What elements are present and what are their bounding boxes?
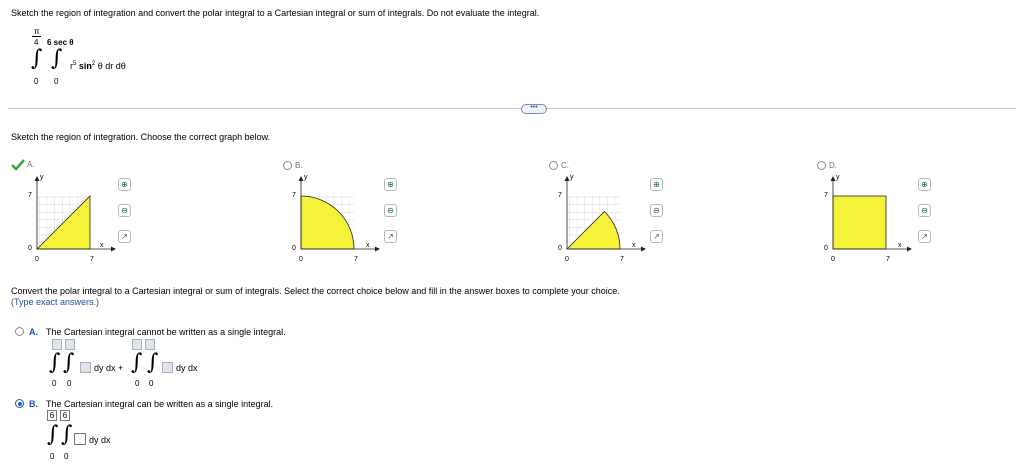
popout-icon[interactable]: ↗ (384, 230, 397, 243)
option-letter: A. (27, 160, 35, 169)
convert-prompt: Convert the polar integral to a Cartesian integral or sum of integrals. Select the correct choice below and fill in the answer boxes to complete your choice. (11, 286, 620, 296)
graph-a-plot (24, 174, 124, 264)
popout-icon[interactable]: ↗ (650, 230, 663, 243)
graph-option-c[interactable] (546, 158, 676, 268)
y-tick: 7 (558, 192, 562, 199)
a-int2-outer-upper[interactable] (132, 339, 142, 350)
inner-upper-limit: 6 sec θ (47, 38, 74, 47)
option-letter: B. (295, 161, 303, 170)
x-tick: 7 (90, 256, 94, 263)
origin-y: 0 (292, 245, 296, 252)
section-divider (8, 108, 1016, 109)
origin-y: 0 (824, 245, 828, 252)
origin-y: 0 (558, 245, 562, 252)
choice-a-letter: A. (29, 327, 38, 337)
origin-y: 0 (28, 245, 32, 252)
more-button[interactable]: ••• (521, 104, 547, 114)
outer-upper-denominator: 4 (34, 38, 39, 47)
a-int2-integrand[interactable] (162, 362, 173, 373)
integral-sign: ∫ (63, 350, 75, 375)
b-dydx: dy dx (89, 435, 111, 445)
y-axis-label: y (836, 174, 840, 181)
origin-x: 0 (565, 256, 569, 263)
y-axis-label: y (570, 174, 574, 181)
integral-sign: ∫ (131, 350, 143, 375)
radio-choice-a[interactable] (15, 327, 24, 336)
zoom-out-icon[interactable]: ⊖ (384, 204, 397, 217)
origin-x: 0 (299, 256, 303, 263)
inner-lower-limit: 0 (54, 77, 59, 86)
lower-limit: 0 (149, 379, 154, 388)
x-axis-label: x (898, 242, 902, 249)
origin-x: 0 (35, 256, 39, 263)
graph-option-a[interactable] (10, 158, 140, 268)
y-axis-label: y (40, 174, 44, 181)
zoom-out-icon[interactable]: ⊖ (118, 204, 131, 217)
checkmark-icon (10, 158, 26, 172)
x-axis-label: x (366, 242, 370, 249)
lower-limit: 0 (52, 379, 57, 388)
graph-b-plot (288, 174, 388, 264)
a-int2-inner-upper[interactable] (145, 339, 155, 350)
choice-a-text: The Cartesian integral cannot be written as a single integral. (46, 327, 286, 337)
integrand: $r^5$ $\sin^2 \theta$ dr dθ (70, 61, 126, 71)
lower-limit: 0 (67, 379, 72, 388)
a-int2-dydx: dy dx (176, 363, 198, 373)
sketch-prompt: Sketch the region of integration. Choose the correct graph below. (11, 132, 271, 142)
radio-choice-b[interactable] (15, 399, 24, 408)
b-inner-upper-input[interactable]: 6 (60, 410, 70, 421)
radio-c[interactable] (549, 161, 558, 170)
option-letter: D. (829, 161, 837, 170)
lower-limit: 0 (50, 452, 55, 461)
zoom-in-icon[interactable]: ⊕ (650, 178, 663, 191)
popout-icon[interactable]: ↗ (918, 230, 931, 243)
outer-integral-sign: ∫ (31, 46, 43, 71)
y-axis-label: y (304, 174, 308, 181)
zoom-in-icon[interactable]: ⊕ (384, 178, 397, 191)
fraction-bar (32, 36, 41, 37)
zoom-in-icon[interactable]: ⊕ (918, 178, 931, 191)
graph-option-b[interactable] (280, 158, 410, 268)
a-int1-outer-upper[interactable] (52, 339, 62, 350)
choice-b-text: The Cartesian integral can be written as a single integral. (46, 399, 274, 409)
x-tick: 7 (620, 256, 624, 263)
y-tick: 7 (28, 192, 32, 199)
lower-limit: 0 (135, 379, 140, 388)
radio-d[interactable] (817, 161, 826, 170)
x-tick: 7 (886, 256, 890, 263)
integral-sign: ∫ (61, 422, 73, 447)
integral-sign: ∫ (147, 350, 159, 375)
a-int1-inner-upper[interactable] (65, 339, 75, 350)
inner-integral-sign: ∫ (51, 46, 63, 71)
zoom-in-icon[interactable]: ⊕ (118, 178, 131, 191)
graph-d-plot (820, 174, 920, 264)
convert-hint: (Type exact answers.) (11, 297, 100, 307)
radio-b[interactable] (283, 161, 292, 170)
y-tick: 7 (824, 192, 828, 199)
x-tick: 7 (354, 256, 358, 263)
b-outer-upper-input[interactable]: 6 (47, 410, 57, 421)
x-axis-label: x (100, 242, 104, 249)
choice-b-letter: B. (29, 399, 38, 409)
x-axis-label: x (632, 242, 636, 249)
zoom-out-icon[interactable]: ⊖ (650, 204, 663, 217)
integral-sign: ∫ (47, 422, 59, 447)
graph-c-plot (554, 174, 654, 264)
graph-option-d[interactable] (814, 158, 944, 268)
instruction-text: Sketch the region of integration and convert the polar integral to a Cartesian integral or sum of integrals. Do not evaluate the integral. (11, 8, 540, 18)
lower-limit: 0 (64, 452, 69, 461)
option-letter: C. (561, 161, 569, 170)
b-integrand-input[interactable] (74, 433, 86, 445)
y-tick: 7 (292, 192, 296, 199)
origin-x: 0 (831, 256, 835, 263)
polar-integral (28, 26, 188, 90)
popout-icon[interactable]: ↗ (118, 230, 131, 243)
zoom-out-icon[interactable]: ⊖ (918, 204, 931, 217)
integral-sign: ∫ (49, 350, 61, 375)
outer-lower-limit: 0 (34, 77, 39, 86)
a-int1-dydx: dy dx + (94, 363, 124, 373)
outer-upper-numerator: π (34, 27, 40, 36)
a-int1-integrand[interactable] (80, 362, 91, 373)
